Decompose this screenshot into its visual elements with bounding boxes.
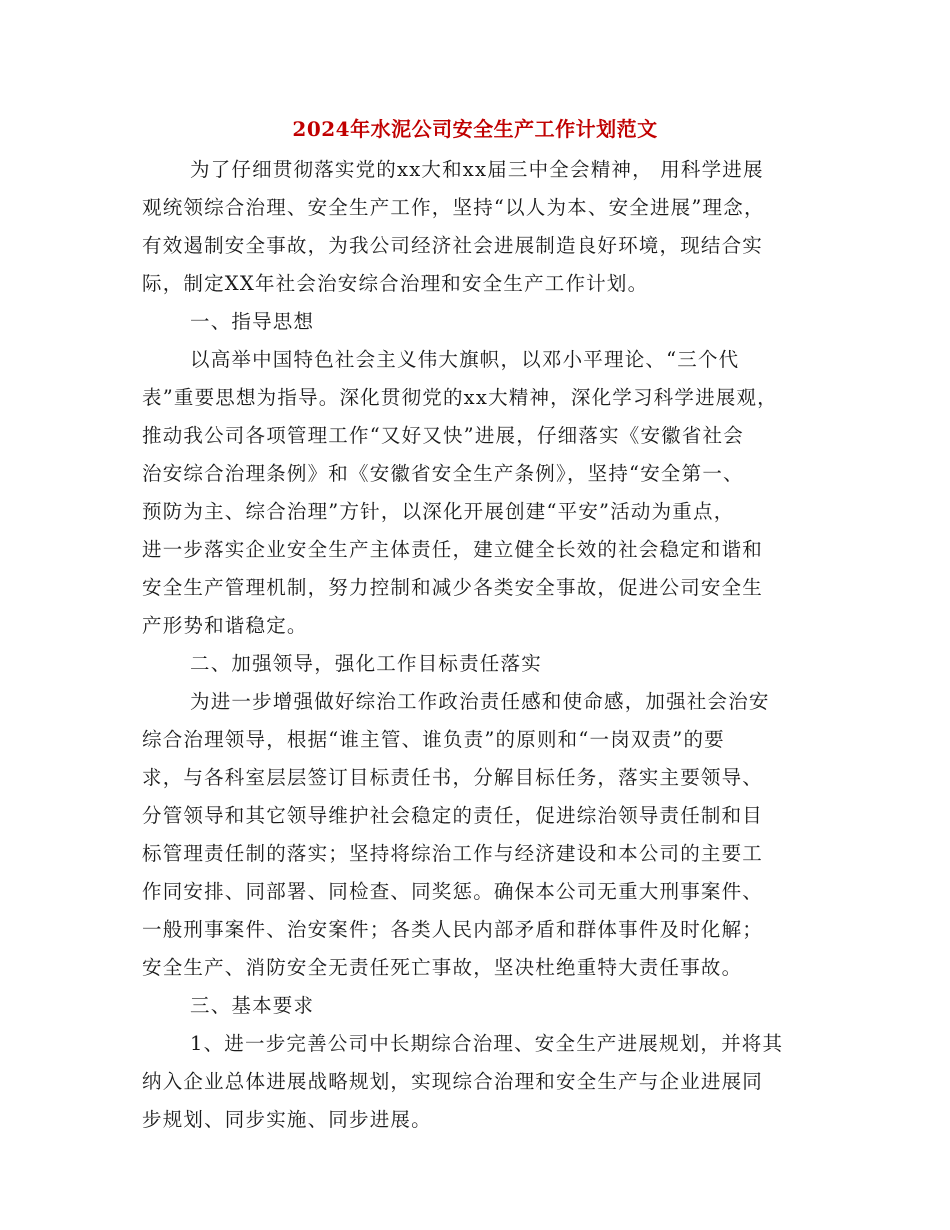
paragraph-line: 进一步落实企业安全生产主体责任，建立健全长效的社会稳定和谐和 [142, 538, 764, 561]
paragraph-line: 作同安排、同部署、同检查、同奖惩。确保本公司无重大刑事案件、 [142, 880, 764, 903]
paragraph-line: 以高举中国特色社会主义伟大旗帜，以邓小平理论、“三个代 [190, 348, 740, 371]
paragraph-line: 1、进一步完善公司中长期综合治理、安全生产进展规划，并将其 [190, 1032, 784, 1055]
paragraph-line: 纳入企业总体进展战略规划，实现综合治理和安全生产与企业进展同 [142, 1070, 764, 1093]
paragraph-line: 为进一步增强做好综治工作政治责任感和使命感，加强社会治安 [190, 690, 770, 713]
paragraph-line: 安全生产、消防安全无责任死亡事故，坚决杜绝重特大责任事故。 [142, 956, 743, 979]
paragraph-line: 安全生产管理机制，努力控制和减少各类安全事故，促进公司安全生 [142, 576, 764, 599]
paragraph-line: 一般刑事案件、治安案件；各类人民内部矛盾和群体事件及时化解； [142, 918, 764, 941]
section-heading: 二、加强领导，强化工作目标责任落实 [190, 652, 542, 675]
paragraph-line: 为了仔细贯彻落实党的xx大和xx届三中全会精神， 用科学进展 [190, 158, 764, 181]
section-heading: 三、基本要求 [190, 994, 315, 1017]
paragraph-line: 观统领综合治理、安全生产工作，坚持“以人为本、安全进展”理念， [142, 196, 765, 219]
paragraph-line: 预防为主、综合治理”方针，以深化开展创建“平安”活动为重点， [142, 500, 735, 523]
document-title: 2024年水泥公司安全生产工作计划范文 [292, 117, 658, 141]
paragraph-line: 产形势和谐稳定。 [142, 614, 308, 637]
paragraph-line: 求，与各科室层层签订目标责任书，分解目标任务，落实主要领导、 [142, 766, 764, 789]
paragraph-line: 际，制定XX年社会治安综合治理和安全生产工作计划。 [142, 272, 649, 295]
paragraph-line: 治安综合治理条例》和《安徽省安全生产条例》，坚持“安全第一、 [142, 462, 744, 485]
paragraph-line: 综合治理领导，根据“谁主管、谁负责”的原则和“一岗双责”的要 [142, 728, 725, 751]
paragraph-line: 推动我公司各项管理工作“又好又快”进展，仔细落实《安徽省社会 [142, 424, 744, 447]
paragraph-line: 步规划、同步实施、同步进展。 [142, 1108, 432, 1131]
paragraph-line: 分管领导和其它领导维护社会稳定的责任，促进综治领导责任制和目 [142, 804, 764, 827]
section-heading: 一、指导思想 [190, 310, 315, 333]
paragraph-line: 标管理责任制的落实；坚持将综治工作与经济建设和本公司的主要工 [142, 842, 764, 865]
paragraph-line: 有效遏制安全事故，为我公司经济社会进展制造良好环境，现结合实 [142, 234, 764, 257]
paragraph-line: 表”重要思想为指导。深化贯彻党的xx大精神，深化学习科学进展观， [142, 386, 778, 409]
